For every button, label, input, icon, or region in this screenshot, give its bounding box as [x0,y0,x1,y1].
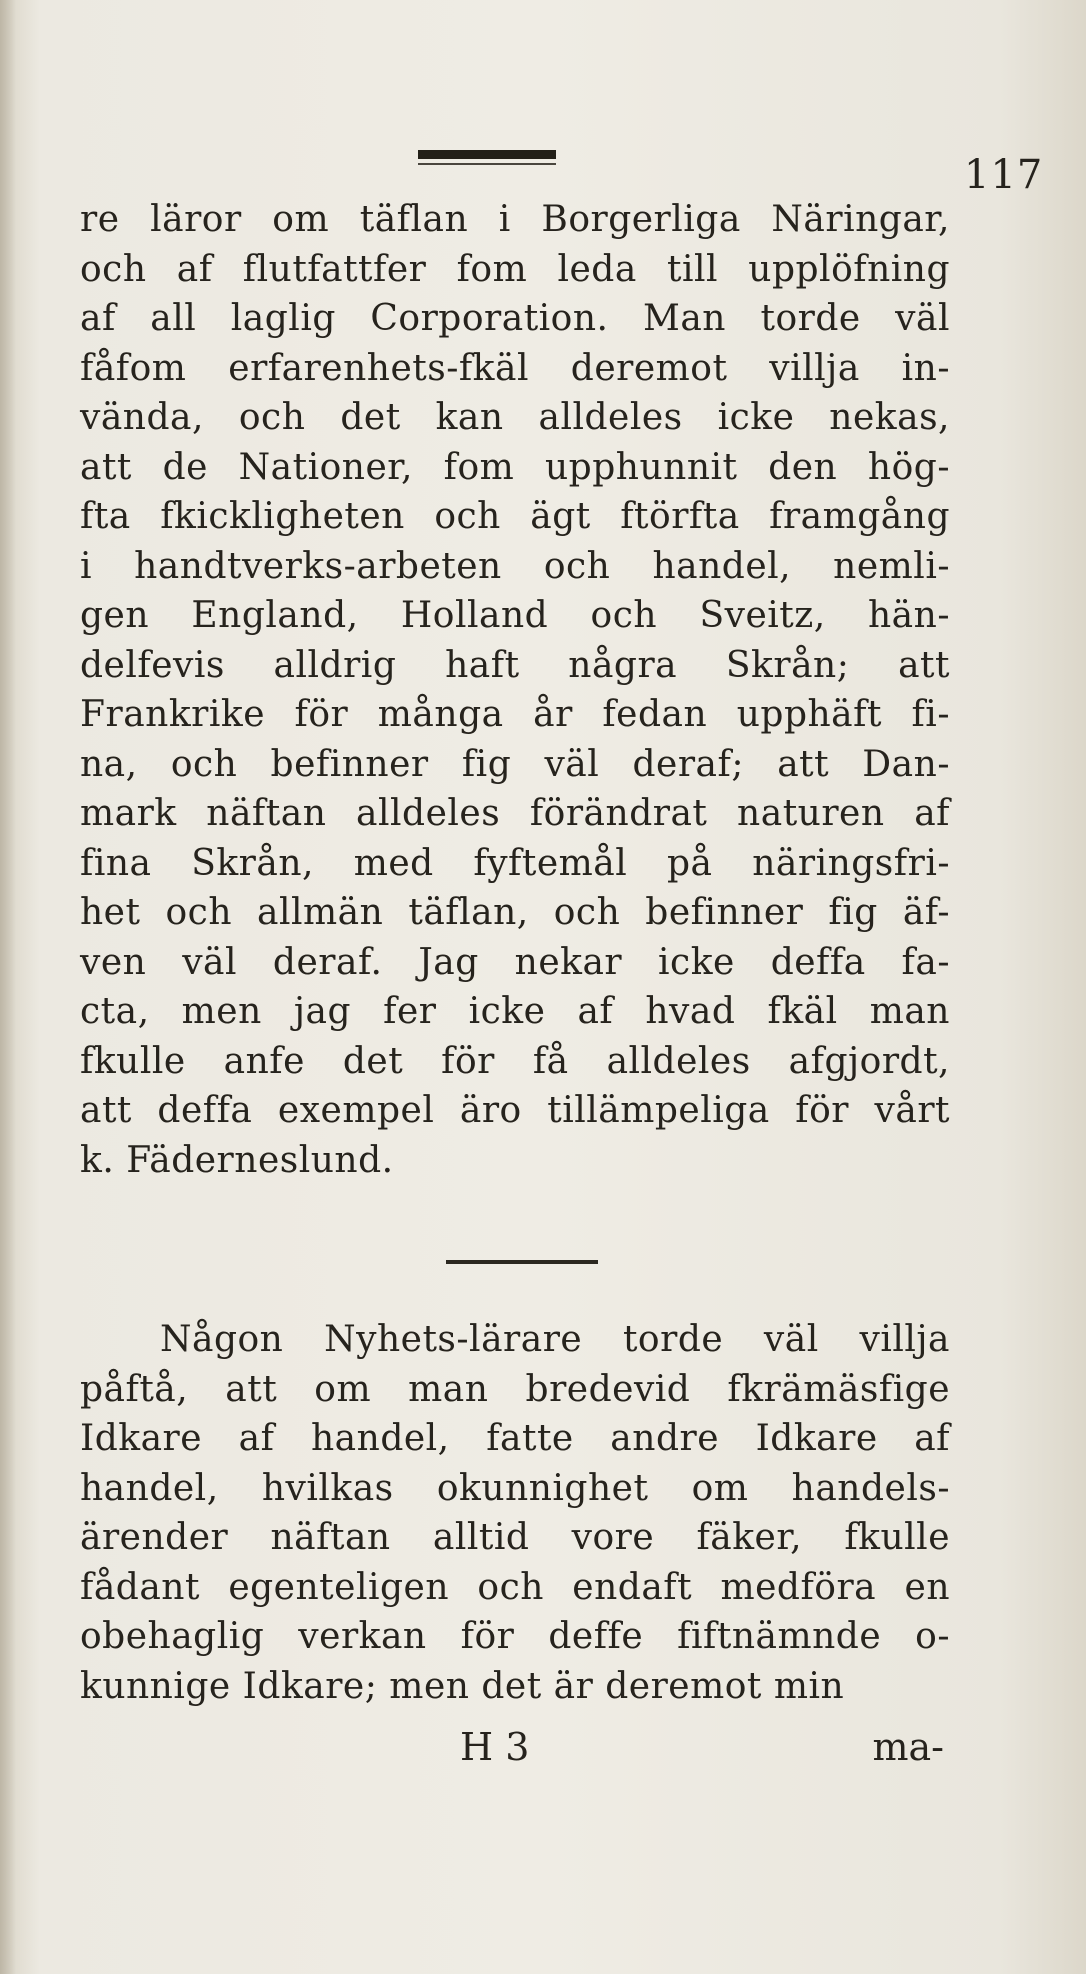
text-line: att de Nationer, fom upphunnit den hög- [80,446,950,488]
text-line: vända, och det kan alldeles icke nekas, [80,397,950,438]
text-line: na, och befinner fig väl deraf; att Dan- [80,743,950,785]
text-line: fina Skrån, med fyftemål på näringsfri- [80,842,950,884]
text-line: obehaglig verkan för deffe fiftnämnde o- [80,1616,950,1657]
header-rule-thin [418,163,556,165]
signature-mark: H 3 [460,1725,530,1769]
text-line: het och allmän täflan, och befinner fig äf- [80,892,950,933]
paragraph-2 [80,1315,950,1711]
paragraph-1 [80,195,950,1185]
header-rule [418,150,556,159]
text-line: handel, hvilkas okunnighet om handels- [80,1467,950,1509]
text-line: kunnige Idkare; men det är deremot min [80,1665,845,1707]
text-line: påftå, att om man bredevid fkrämäsfige [80,1368,950,1410]
catchword: ma- [872,1725,944,1769]
text-line: fta fkickligheten och ägt ftörfta framgång [80,496,950,537]
text-line: gen England, Holland och Sveitz, hän- [80,595,950,636]
text-line: att deffa exempel äro tillämpeliga för vårt [80,1090,950,1131]
text-line: mark näftan alldeles förändrat naturen af [80,793,950,834]
text-line: ven väl deraf. Jag nekar icke deffa fa- [80,941,950,983]
text-line: af all laglig Corporation. Man torde väl [80,298,950,339]
text-line: fkulle anfe det för få alldeles afgjordt, [80,1040,950,1082]
text-line: k. Fäderneslund. [80,1139,394,1181]
text-line: cta, men jag fer icke af hvad fkäl man [80,991,950,1032]
page-gutter-shadow [0,0,16,1974]
text-line: fådant egenteligen och endaft medföra en [80,1566,950,1608]
text-line: och af flutfattfer fom leda till upplöfning [80,248,950,290]
text-line: Någon Nyhets-lärare torde väl villja [160,1319,950,1360]
text-line: delfevis alldrig haft några Skrån; att [80,644,950,686]
page-number: 117 [964,152,1044,198]
text-line: re läror om täflan i Borgerliga Näringar, [80,199,950,240]
text-line: Idkare af handel, fatte andre Idkare af [80,1418,950,1459]
page-footer [80,1725,950,1775]
text-line: ärender näftan alltid vore fäker, fkulle [80,1517,950,1558]
text-line: fåfom erfarenhets-fkäl deremot villja in- [80,347,950,389]
section-divider [446,1260,598,1264]
text-line: i handtverks-arbeten och handel, nemli- [80,545,950,587]
text-line: Frankrike för många år fedan upphäft fi- [80,694,950,735]
